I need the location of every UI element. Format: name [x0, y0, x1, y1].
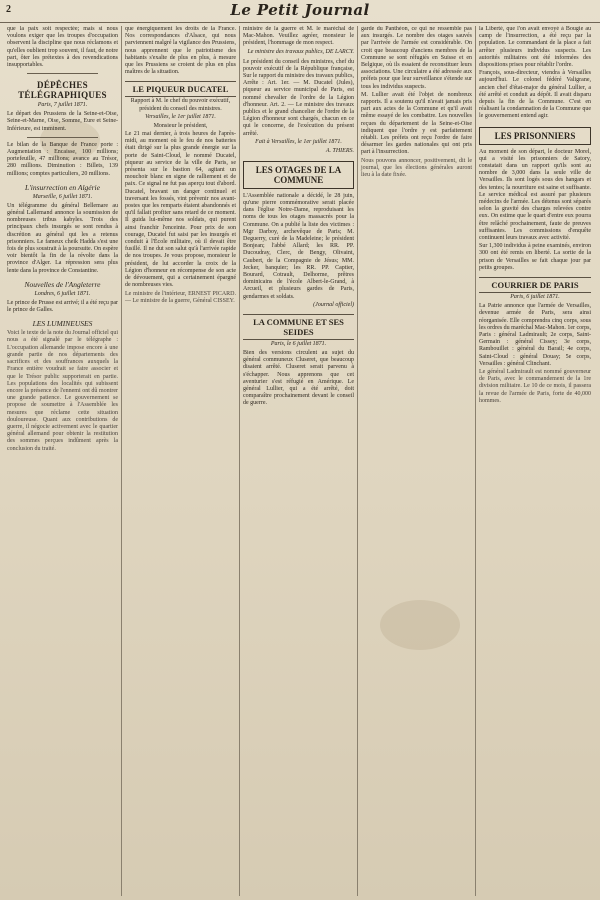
article-text: Sur 1,300 individus à peine examinés, environ 300 ont été remis en liberté. La sortie de la prison de Versailles se fait chaque jour par petits groupes.: [479, 243, 591, 271]
heading-lumineuse: LES LUMINEUSES: [32, 319, 93, 329]
heading-courrier: COURRIER DE PARIS: [479, 277, 591, 293]
dateline: Marseille, 6 juillet 1871.: [32, 193, 93, 200]
article-text: Le ministre de l'intérieur, ERNEST PICARD. — Le ministre de la guerre, Général CISSEY.: [125, 290, 236, 304]
article-text: Le général Ladmirault est nommé gouverneur de Paris, avec le commandement de la 1re division militaire. Le 10 de ce mois, il passera la revue de l'armée de Paris, forte de 40,000 hommes.: [479, 368, 591, 404]
heading-depeches: DÉPÊCHES TÉLÉGRAPHIQUES: [18, 80, 107, 101]
heading-prisonniers: LES PRISONNIERS: [479, 127, 591, 145]
divider: [27, 137, 98, 138]
article-text: Nous pouvons annoncer, positivement, dit le journal, que les élections générales auront lieu à la date fixée.: [361, 157, 472, 179]
source-note: (Journal officiel): [313, 301, 354, 308]
article-text: L'Assemblée nationale a décidé, le 28 juin, qu'une pierre commémorative serait placée dans l'église Notre-Dame, reproduisant les noms de tous les otages massacrés pour la Commune. On a publié la liste des victimes : Mgr Darboy, archevêque de Paris; M. Deguerry, curé de la Madeleine; le président Bonjean; l'abbé Allard; les RR. PP. Ducoudray, Clerc, de Bengy, Olivaint, Caubert, de la Compagnie de Jésus; MM. Jecker, banquier; les RR. PP. Captier, Bourard, Cotrault, Delhorme, prêtres dominicains de l'école Albert-le-Grand, à Arcueil, et plusieurs gardes de Paris, gendarmes et soldats.: [243, 192, 354, 300]
signature: A. THIERS.: [325, 147, 354, 154]
salutation: Monsieur le président,: [153, 122, 208, 129]
article-text: M. Lullier avait été l'objet de nombreux rapports. Il a soutenu qu'il n'avait jamais pris part aux actes de la Commune et qu'il avait même essayé de les combattre. Les nouvelles reçues du département de la Seine-et-Oise indiquent que l'ordre y est parfaitement rétabli. Les préfets ont reçu l'ordre de faire désarmer les gardes nationales qui ont pris part à l'insurrection.: [361, 91, 472, 156]
column-1: [4, 26, 122, 896]
column-2: [122, 26, 240, 896]
article-text: la Liberté, que l'on avait envoyé à Bougie au camp de l'insurrection, a été reçu par la population. Le commandant de la place a fait arrêter plusieurs individus suspects. Les autorités militaires ont été informées des dispositions prises pour rétablir l'ordre.: [479, 26, 591, 69]
article-text: Bien des versions circulent au sujet du général communeux Cluseret, que beaucoup disaient arrêté. Cluseret serait parvenu à s'échapper. Nous apprenons que cet aventurier s'est réfugié en Amérique. Le général Lullier, qui a été arrêté, doit comparaître prochainement devant le conseil de guerre.: [243, 349, 354, 407]
dispatch-text: Le départ des Prussiens de la Seine-et-Oise, Seine-et-Marne, Oise, Somme, Eure et Seine-Inférieure, est imminent.: [7, 111, 118, 132]
page-number: 2: [6, 4, 11, 15]
decree-text: Le président du conseil des ministres, chef du pouvoir exécutif de la République française, Sur le rapport du ministre des travaux publics, Arrête : Art. 1er. — M. Ducatel (Jules), piqueur au service municipal de Paris, est nommé chevalier de l'ordre de la Légion d'honneur. Art. 2. — Le ministre des travaux publics et le grand chancelier de l'ordre de la Légion d'honneur sont chargés, chacun en ce qui le concerne, de l'exécution du présent arrêté.: [243, 58, 354, 137]
article-text: La Patrie annonce que l'armée de Versailles, devenue armée de Paris, sera ainsi réorganisée. Elle comprendra cinq corps, sous les ordres du maréchal Mac-Mahon. 1er corps, Paris : général Ladmirault; 2e corps, Saint-Germain : général Cissey; 3e corps, Rambouillet : général du Barail; 4e corps, Saint-Cloud : général Douay; 5e corps, Versailles : général Clinchant.: [479, 303, 591, 367]
column-4: [358, 26, 476, 896]
heading-otages: LES OTAGES DE LA COMMUNE: [243, 161, 354, 189]
dispatch-text: Un télégramme du général Bellemare au général Lallemand annonce la soumission de nombreuses tribus kabyles. Trois des principaux chefs insurgés se sont rendus à discrétion au général qui les a retenus prisonniers. Le fameux cheik Hadda s'est une fois de plus soustrait à la poursuite. On espère voir bientôt la fin de la révolte dans la province d'Alger. La répression sera plus lente dans la province de Constantine.: [7, 202, 118, 274]
dateline: Fait à Versailles, le 1er juillet 1871.: [255, 138, 342, 145]
heading-angleterre: Nouvelles de l'Angleterre: [24, 279, 101, 289]
dateline: Paris, 6 juillet 1871.: [510, 294, 560, 301]
article-text: que la paix soit respectée; mais si nous voulons exiger que les troupes d'occupation observent la discipline que nous réclamons et qu'elles oublient trop souvent, il faut, de notre part, ôter les prétextes à des revendications insupportables.: [7, 26, 118, 69]
dateline: Versailles, le 1er juillet 1871.: [145, 113, 216, 120]
page-header: [0, 0, 600, 23]
article-text: garde du Panthéon, ce qui ne ressemble pas aux insurgés. Le nombre des otages sauvés par l'arrivée de l'armée est considérable. On croit que beaucoup d'anciens membres de la Commune se sont réfugiés en Suisse et en Belgique, où ils essaient de reconstituer leurs associations. Une circulaire a été adressée aux préfets pour que leur surveillance s'étende sur tous les individus suspects.: [361, 26, 472, 90]
heading-commune: LA COMMUNE ET SES SEIDES: [243, 314, 354, 340]
article-text: Voici le texte de la note du Journal officiel qui nous a été signalé par le télégraphe : L'occupation allemande impose encore à une grande partie de nos départements des sacrifices et des souffrances auxquels la France entière voudrait se faire associer et que le Trésor public supporterait en partie. Les populations des localités qui subissent encore la présence de l'ennemi ont dû montrer une grande patience. Le gouvernement se propose de soumettre à l'Assemblée les mesures que réclame cette situation douloureuse. Quant aux contributions de guerre, il négocie activement avec le quartier général allemand pour obtenir la restitution des sommes perçues indûment après la conclusion du traité.: [7, 330, 118, 452]
dispatch-text: Le prince de Prusse est arrivé; il a été reçu par le prince de Galles.: [7, 299, 118, 314]
columns: [4, 26, 596, 896]
divider: [27, 73, 98, 74]
rapport-intro: Rapport à M. le chef du pouvoir exécutif, président du conseil des ministres.: [130, 98, 231, 112]
heading-algerie: L'insurrection en Algérie: [25, 182, 100, 192]
article-text: Au moment de son départ, le docteur Morel, qui a visité les prisonniers de Satory, constatait dans un rapport qu'ils sont au nombre de 3,000 dans la seule ville de Versailles. Ils sont logés sous des hangars et des tentes; la nourriture est saine et suffisante. Le service médical est assuré par plusieurs médecins de l'armée. Les détenus sont séparés selon la gravité des charges relevées contre eux. On estime que le quart d'entre eux pourra être relâché prochainement, faute de preuves suffisantes. Les commissions d'enquête continuent leurs travaux avec activité.: [479, 148, 591, 242]
article-text: ministre de la guerre et M. le maréchal de Mac-Mahon. Veuillez agréer, monsieur le président, l'hommage de mon respect.: [243, 26, 354, 47]
article-text: Le 21 mai dernier, à trois heures de l'après-midi, au moment où le feu de nos batteries était dirigé sur la plus grande énergie sur la porte de Saint-Cloud, le nommé Ducatel, piqueur au service de la ville de Paris, se présenta sur le bastion 64, agitant un mouchoir blanc en signe de ralliement et de paix. Ce signal ne fut pas aperçu tout d'abord. Ducatel, bravant un danger continuel et traversant les fossés, vint prévenir nos avant-postes que les remparts étaient abandonnés et qu'il fallait profiter sans retard de ce moment. Il guida lui-même nos soldats, qui purent ainsi franchir l'enceinte. Pour prix de son courage, Ducatel fut saisi par les insurgés et conduit à l'École militaire, où il devait être fusillé. Il ne dut son salut qu'à l'arrivée rapide de nos troupes. Je vous propose, monsieur le président, de lui accorder la croix de la Légion d'honneur en récompense de son acte de dévouement, qui a certainement épargné de nombreuses vies.: [125, 131, 236, 289]
dateline: Londres, 6 juillet 1871.: [34, 290, 91, 297]
dateline: Paris, le 6 juillet 1871.: [270, 340, 327, 347]
heading-piqueur-ducatel: LE PIQUEUR DUCATEL: [125, 81, 236, 97]
column-5: [476, 26, 594, 896]
article-text: François, sous-directeur, viendra à Versailles aujourd'hui. Le colonel fédéré Valigrane, ancien chef d'état-major du général Lullier, a été arrêté et conduit au dépôt. Il avait disparu depuis la fin de la Commune. C'est en réalisant la condamnation de la Commune que le gouvernement entend agir.: [479, 70, 591, 120]
dispatch-text: Le bilan de la Banque de France porte : Augmentation : Encaisse, 100 millions; portefeuille, 47 millions; avance au Trésor, 280 millions. Diminution : Billets, 139 millions; comptes particuliers, 20 millions.: [7, 141, 118, 177]
article-text: que énergiquement les droits de la France. Nos correspondances d'Alsace, qui nous parviennent malgré la vigilance des Prussiens, nous apprennent que le patriotisme des habitants s'exalte de plus en plus, à mesure que les Prussiens se croient de plus en plus maîtres de la situation.: [125, 26, 236, 76]
signature: Le ministre des travaux publics, DE LARCY.: [247, 48, 354, 55]
masthead: Le Petit Journal: [230, 1, 370, 19]
column-3: [240, 26, 358, 896]
dateline: Paris, 7 juillet 1871.: [37, 102, 88, 109]
